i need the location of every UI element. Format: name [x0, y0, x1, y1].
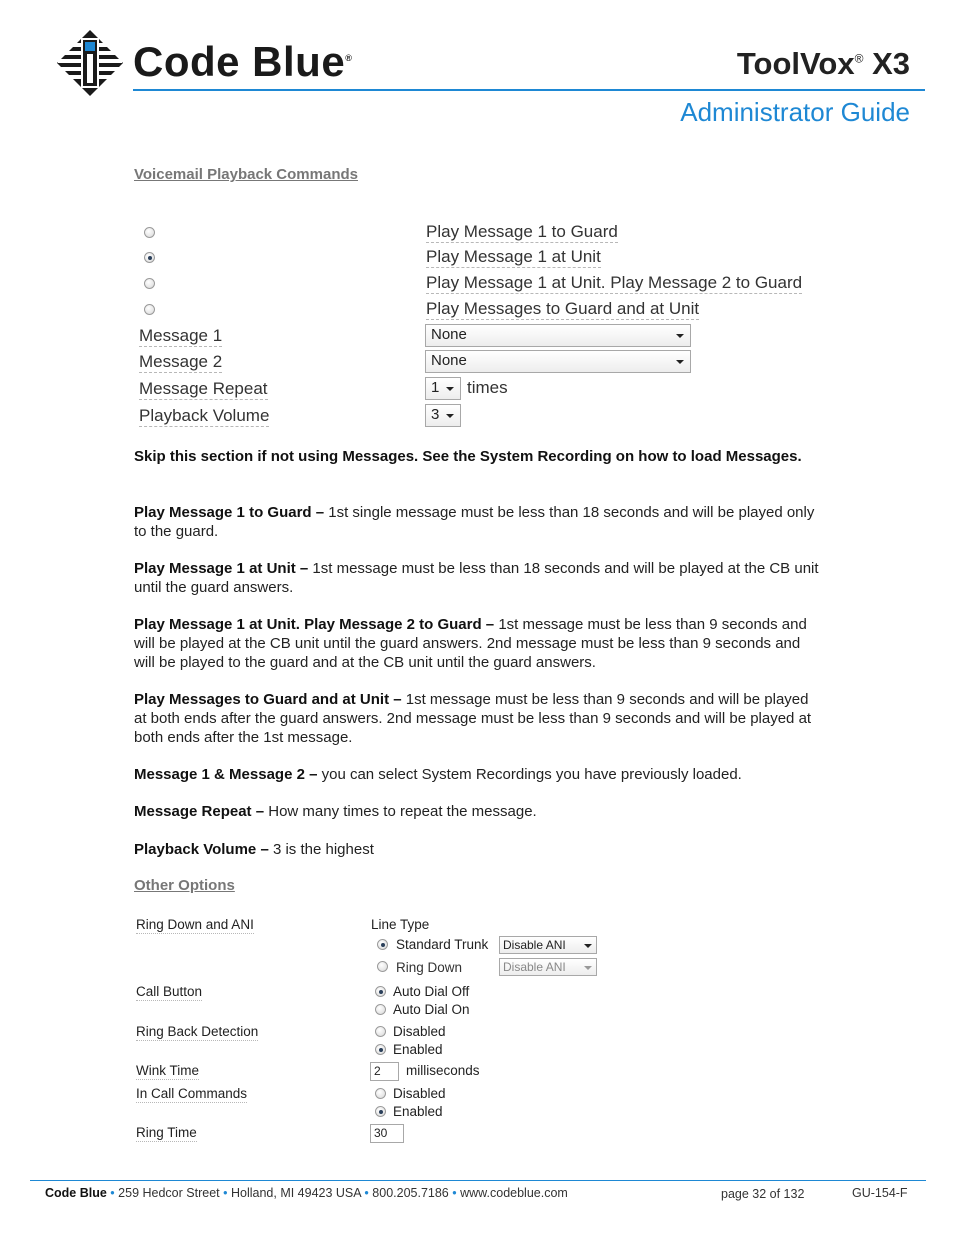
ring-back-disabled-label: Disabled	[393, 1024, 446, 1039]
radio-ring-back-enabled[interactable]	[375, 1044, 386, 1055]
ring-down-option-label: Ring Down	[396, 960, 463, 975]
ring-time-input[interactable]: 30	[370, 1124, 404, 1143]
radio-play-msg1-guard[interactable]	[144, 227, 155, 238]
radio-ring-back-disabled[interactable]	[375, 1026, 386, 1037]
radio-ring-down[interactable]	[377, 961, 388, 972]
radio-auto-dial-on[interactable]	[375, 1004, 386, 1015]
brand-name: Code Blue	[133, 38, 346, 85]
radio-in-call-enabled[interactable]	[375, 1106, 386, 1117]
ring-back-detection-label: Ring Back Detection	[136, 1024, 259, 1039]
footer-brand: Code Blue	[45, 1186, 107, 1200]
footer-document-id: GU-154-F	[852, 1186, 908, 1200]
call-button-label: Call Button	[136, 984, 203, 999]
message-repeat-select[interactable]: 1	[425, 377, 461, 400]
description-message-repeat: Message Repeat – How many times to repeat the message.	[134, 803, 537, 820]
footer-separator-dot: •	[223, 1186, 228, 1200]
footer-address: 259 Hedcor Street	[118, 1186, 220, 1200]
description-message1-message2: Message 1 & Message 2 – you can select System Recordings you have previously loaded.	[134, 766, 742, 783]
product-name: ToolVox	[736, 46, 855, 81]
in-call-disabled-label: Disabled	[393, 1086, 446, 1101]
footer-separator-dot: •	[110, 1186, 115, 1200]
ring-back-enabled-label: Enabled	[393, 1042, 443, 1057]
other-options-heading: Other Options	[134, 877, 235, 894]
footer-divider	[30, 1180, 926, 1181]
wink-time-input[interactable]: 2	[370, 1062, 399, 1081]
footer-separator-dot: •	[452, 1186, 457, 1200]
footer-website[interactable]: www.codeblue.com	[460, 1186, 568, 1200]
radio-play-messages-guard-unit[interactable]	[144, 304, 155, 315]
message2-label: Message 2	[139, 352, 223, 371]
in-call-commands-label: In Call Commands	[136, 1086, 248, 1101]
ring-time-label: Ring Time	[136, 1125, 197, 1140]
ring-down-ani-select[interactable]: Disable ANI	[499, 958, 597, 976]
product-model: X3	[872, 46, 910, 81]
document-subtitle: Administrator Guide	[680, 97, 910, 127]
footer-phone: 800.205.7186	[372, 1186, 449, 1200]
auto-dial-off-label: Auto Dial Off	[393, 984, 470, 999]
playback-volume-select[interactable]: 3	[425, 404, 461, 427]
standard-trunk-ani-select[interactable]: Disable ANI	[499, 936, 597, 954]
radio-standard-trunk[interactable]	[377, 939, 388, 950]
product-title	[737, 46, 910, 82]
description-play-messages-guard-unit: Play Messages to Guard and at Unit – 1st message must be less than 9 seconds and will be played at both ends after the guard answers. 2nd message must be less than 9 seconds and will be played at both ends after the 1st message.	[134, 691, 812, 746]
line-type-label: Line Type	[371, 917, 430, 932]
brand-registered-mark: ®	[345, 53, 353, 63]
radio-auto-dial-off[interactable]	[375, 986, 386, 997]
product-registered-mark: ®	[854, 51, 864, 66]
voicemail-section-heading: Voicemail Playback Commands	[134, 166, 358, 183]
footer-separator-dot: •	[364, 1186, 369, 1200]
option-label-play-messages-guard-unit: Play Messages to Guard and at Unit	[426, 299, 700, 318]
message2-select[interactable]: None	[425, 350, 691, 373]
standard-trunk-label: Standard Trunk	[396, 937, 489, 952]
message-repeat-unit: times	[467, 378, 508, 397]
header-divider	[133, 89, 925, 91]
wink-time-unit: milliseconds	[406, 1063, 480, 1078]
footer-city: Holland, MI 49423 USA	[230, 1186, 361, 1200]
in-call-enabled-label: Enabled	[393, 1104, 443, 1119]
skip-note: Skip this section if not using Messages. See the System Recording on how to load Messages.	[134, 448, 802, 465]
ring-down-ani-label: Ring Down and ANI	[136, 917, 254, 932]
radio-play-msg1-unit[interactable]	[144, 252, 155, 263]
radio-play-msg1-unit-msg2-guard[interactable]	[144, 278, 155, 289]
description-play-msg1-unit: Play Message 1 at Unit – 1st message must be less than 18 seconds and will be played at the CB unit until the guard answers.	[134, 560, 819, 596]
message1-label: Message 1	[139, 326, 223, 345]
playback-volume-label: Playback Volume	[139, 406, 270, 425]
code-blue-logo	[56, 29, 353, 97]
footer-page-number: page 32 of 132	[721, 1187, 805, 1201]
wink-time-label: Wink Time	[136, 1063, 200, 1078]
message1-select[interactable]: None	[425, 324, 691, 347]
footer-contact	[45, 1186, 568, 1200]
option-label-play-msg1-guard: Play Message 1 to Guard	[426, 222, 618, 241]
option-label-play-msg1-unit: Play Message 1 at Unit	[426, 247, 601, 266]
auto-dial-on-label: Auto Dial On	[393, 1002, 470, 1017]
description-playback-volume: Playback Volume – 3 is the highest	[134, 841, 374, 858]
radio-in-call-disabled[interactable]	[375, 1088, 386, 1099]
message-repeat-label: Message Repeat	[139, 379, 268, 398]
code-blue-emblem-icon	[56, 29, 124, 97]
description-play-msg1-unit-msg2-guard: Play Message 1 at Unit. Play Message 2 to Guard – 1st message must be less than 9 seconds and will be played at the CB unit until the guard answers. 2nd message must be less than 9 seconds and will be played to the guard and at the CB unit until the guard answers.	[134, 616, 807, 671]
description-play-msg1-guard: Play Message 1 to Guard – 1st single message must be less than 18 seconds and will be played only to the guard.	[134, 504, 815, 540]
option-label-play-msg1-unit-msg2-guard: Play Message 1 at Unit. Play Message 2 to Guard	[426, 273, 803, 292]
